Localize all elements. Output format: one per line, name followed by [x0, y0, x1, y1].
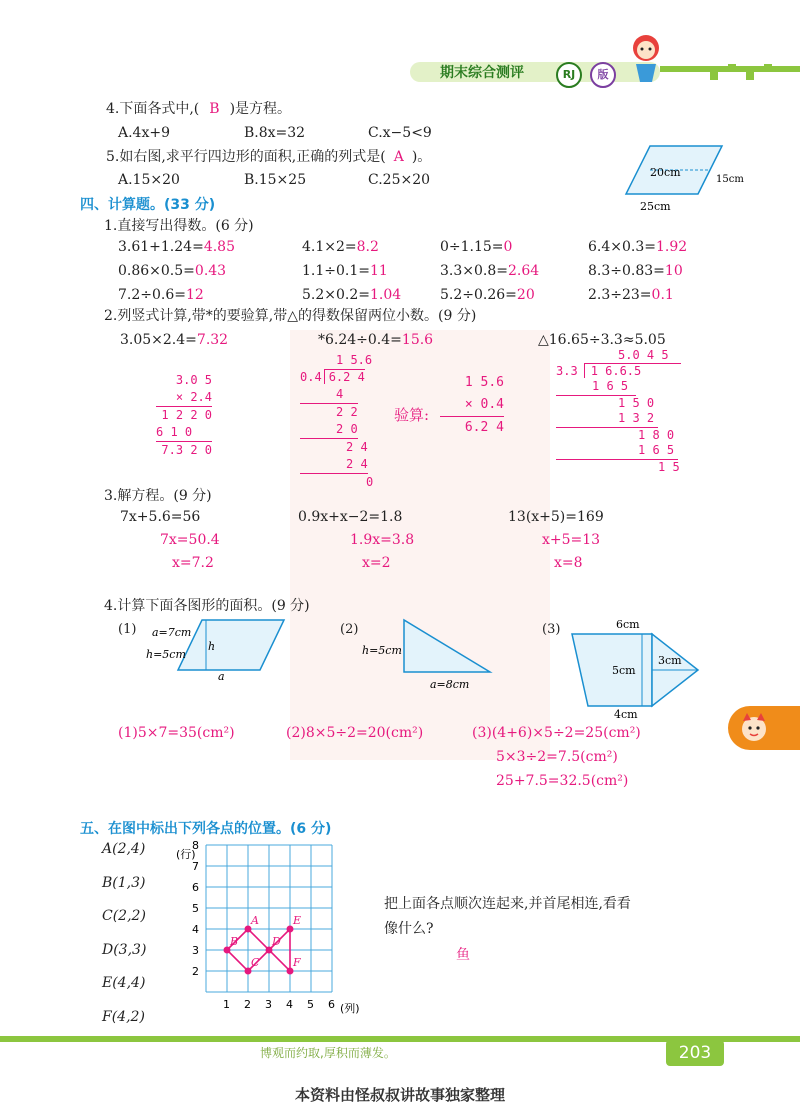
- equation: 0.9x+x−2=1.8: [298, 509, 403, 525]
- fig2-triangle: [362, 614, 494, 694]
- point-item: B(1,3): [102, 874, 146, 891]
- vertical-mult-1: 3.0 5 × 2.4 1 2 2 0 6 1 0 7.3 2 0: [156, 373, 212, 457]
- equation-step: 7x=50.4: [160, 532, 220, 548]
- check-label: 验算:: [394, 406, 430, 424]
- oral-calc-item: 5.2×0.2=1.04: [302, 287, 402, 303]
- calc-q2-title: 2.列竖式计算,带*的要验算,带△的得数保留两位小数。(9 分): [104, 308, 477, 324]
- y-tick-label: 7: [192, 860, 199, 873]
- footer-motto: 博观而约取,厚积而薄发。: [260, 1046, 396, 1060]
- y-tick-label: 6: [192, 881, 199, 894]
- vertical-expr-1: 3.05×2.4=7.32: [120, 332, 229, 348]
- fig3-answer-line3: 25+7.5=32.5(cm²): [496, 773, 629, 789]
- fig3-top-label: 6cm: [616, 618, 640, 631]
- q4-option-b: B.8x=32: [244, 125, 306, 141]
- q4-answer: B: [209, 101, 220, 117]
- long-division-2: 1 5.6 0.4 6.2 4 4 2 2 2 0 2 4 2 4 0: [300, 353, 374, 489]
- check-multiplication: 1 5.6 × 0.4 6.2 4: [440, 372, 504, 439]
- oral-calc-item: 1.1÷0.1=11: [302, 263, 388, 279]
- section5-title: 五、在图中标出下列各点的位置。(6 分): [80, 821, 332, 837]
- y-tick-label: 4: [192, 923, 199, 936]
- section4-title: 四、计算题。(33 分): [80, 197, 216, 213]
- fox-mascot-icon: [738, 712, 770, 744]
- oral-calc-item: 4.1×2=8.2: [302, 239, 379, 255]
- equation: 13(x+5)=169: [508, 509, 604, 525]
- point-label-D: D: [272, 935, 281, 948]
- q4-option-c: C.x−5<9: [368, 125, 432, 141]
- calc-q4-title: 4.计算下面各图形的面积。(9 分): [104, 598, 310, 614]
- fig1-h-mark: h: [208, 640, 216, 653]
- section5-question-line1: 把上面各点顺次连起来,并首尾相连,看看: [384, 896, 631, 912]
- oral-calc-item: 8.3÷0.83=10: [588, 263, 683, 279]
- fig3-answer-line1: (3)(4+6)×5÷2=25(cm²): [472, 725, 641, 741]
- point-label-E: E: [293, 914, 302, 927]
- q4-option-a: A.4x+9: [118, 125, 171, 141]
- fig1-h-label: h=5cm: [146, 648, 186, 661]
- q5-answer: A: [393, 149, 404, 165]
- q5-fig-side-label: 15cm: [716, 174, 744, 185]
- fig1-number: (1): [118, 622, 137, 637]
- oral-calc-item: 6.4×0.3=1.92: [588, 239, 688, 255]
- page-number: 203: [666, 1040, 724, 1066]
- q5-stem: 5.如右图,求平行四边形的面积,正确的列式是( A )。: [106, 149, 432, 165]
- fig2-a-label: a=8cm: [430, 678, 470, 691]
- calc-q3-title: 3.解方程。(9 分): [104, 488, 212, 504]
- q5-fig-base-label: 25cm: [640, 200, 671, 213]
- point-item: C(2,2): [102, 908, 146, 924]
- oral-calc-item: 2.3÷23=0.1: [588, 287, 674, 303]
- oral-calc-item: 5.2÷0.26=20: [440, 287, 535, 303]
- y-tick-label: 5: [192, 902, 199, 915]
- fig3-bottom-label: 4cm: [614, 708, 638, 720]
- q5-fig-inner-label: 20cm: [650, 166, 681, 179]
- fig3-right-label: 3cm: [658, 654, 682, 667]
- y-tick-label: 3: [192, 944, 199, 957]
- fig2-answer: (2)8×5÷2=20(cm²): [286, 725, 424, 741]
- grid-row-label: (行): [176, 848, 196, 861]
- section5-answer: 鱼: [456, 947, 470, 963]
- x-tick-label: 1: [223, 998, 230, 1011]
- version-badge: 版: [590, 62, 616, 88]
- point-label-B: B: [230, 935, 239, 948]
- q5-option-a: A.15×20: [118, 172, 180, 188]
- equation: 7x+5.6=56: [120, 509, 201, 525]
- q5-option-c: C.25×20: [368, 172, 431, 188]
- section5-question-line2: 像什么?: [384, 921, 434, 937]
- q5-parallelogram-figure: [620, 138, 750, 214]
- point-item: F(4,2): [102, 1008, 145, 1025]
- grid-col-label: (列): [340, 1002, 360, 1015]
- y-tick-label: 8: [192, 840, 199, 852]
- q5-option-b: B.15×25: [244, 172, 307, 188]
- oral-calc-item: 3.3×0.8=2.64: [440, 263, 540, 279]
- fig3-composite-shape: [560, 614, 710, 720]
- x-tick-label: 3: [265, 998, 272, 1011]
- equation-step: x=2: [362, 555, 391, 571]
- bottom-note: 本资料由怪叔叔讲故事独家整理: [294, 1086, 505, 1104]
- fig2-number: (2): [340, 622, 359, 637]
- coordinate-grid: [174, 840, 374, 1020]
- fig3-number: (3): [542, 622, 561, 637]
- calc-q1-title: 1.直接写出得数。(6 分): [104, 218, 254, 234]
- fig1-a-mark: a: [218, 670, 225, 680]
- vertical-expr-3: △16.65÷3.3≈5.05: [538, 332, 666, 348]
- oral-calc-item: 7.2÷0.6=12: [118, 287, 204, 303]
- fig2-h-label: h=5cm: [362, 644, 402, 657]
- oral-calc-item: 3.61+1.24=4.85: [118, 239, 235, 255]
- vertical-expr-2: *6.24÷0.4=15.6: [318, 332, 434, 348]
- point-item: A(2,4): [102, 841, 146, 857]
- fig1-a-label: a=7cm: [152, 626, 192, 639]
- point-label-C: C: [251, 956, 260, 969]
- equation-step: x=8: [554, 555, 583, 571]
- oral-calc-item: 0.86×0.5=0.43: [118, 263, 227, 279]
- mascot-icon: [622, 30, 668, 86]
- point-label-A: A: [251, 914, 259, 927]
- equation-step: 1.9x=3.8: [350, 532, 415, 548]
- fig1-answer: (1)5×7=35(cm²): [118, 725, 235, 741]
- point-item: E(4,4): [102, 975, 146, 991]
- x-tick-label: 4: [286, 998, 293, 1011]
- long-division-3: 5.0 4 5 3.3 1 6.6.5 1 6 5 1 5 0 1 3 2 1 8 0 1 6 5 1 5: [556, 348, 680, 474]
- x-tick-label: 6: [328, 998, 335, 1011]
- equation-step: x+5=13: [542, 532, 601, 548]
- x-tick-label: 2: [244, 998, 251, 1011]
- oral-calc-item: 0÷1.15=0: [440, 239, 513, 255]
- fig3-answer-line2: 5×3÷2=7.5(cm²): [496, 749, 618, 765]
- point-label-F: F: [293, 956, 301, 969]
- edition-badge: RJ: [556, 62, 582, 88]
- q4-stem: 4.下面各式中,( B )是方程。: [106, 101, 292, 117]
- x-tick-label: 5: [307, 998, 314, 1011]
- equation-step: x=7.2: [172, 555, 214, 571]
- y-tick-label: 2: [192, 965, 199, 978]
- point-item: D(3,3): [102, 941, 147, 958]
- fig3-left-label: 5cm: [612, 664, 636, 677]
- header-title: 期末综合测评: [440, 65, 524, 81]
- fig1-parallelogram: [144, 614, 294, 680]
